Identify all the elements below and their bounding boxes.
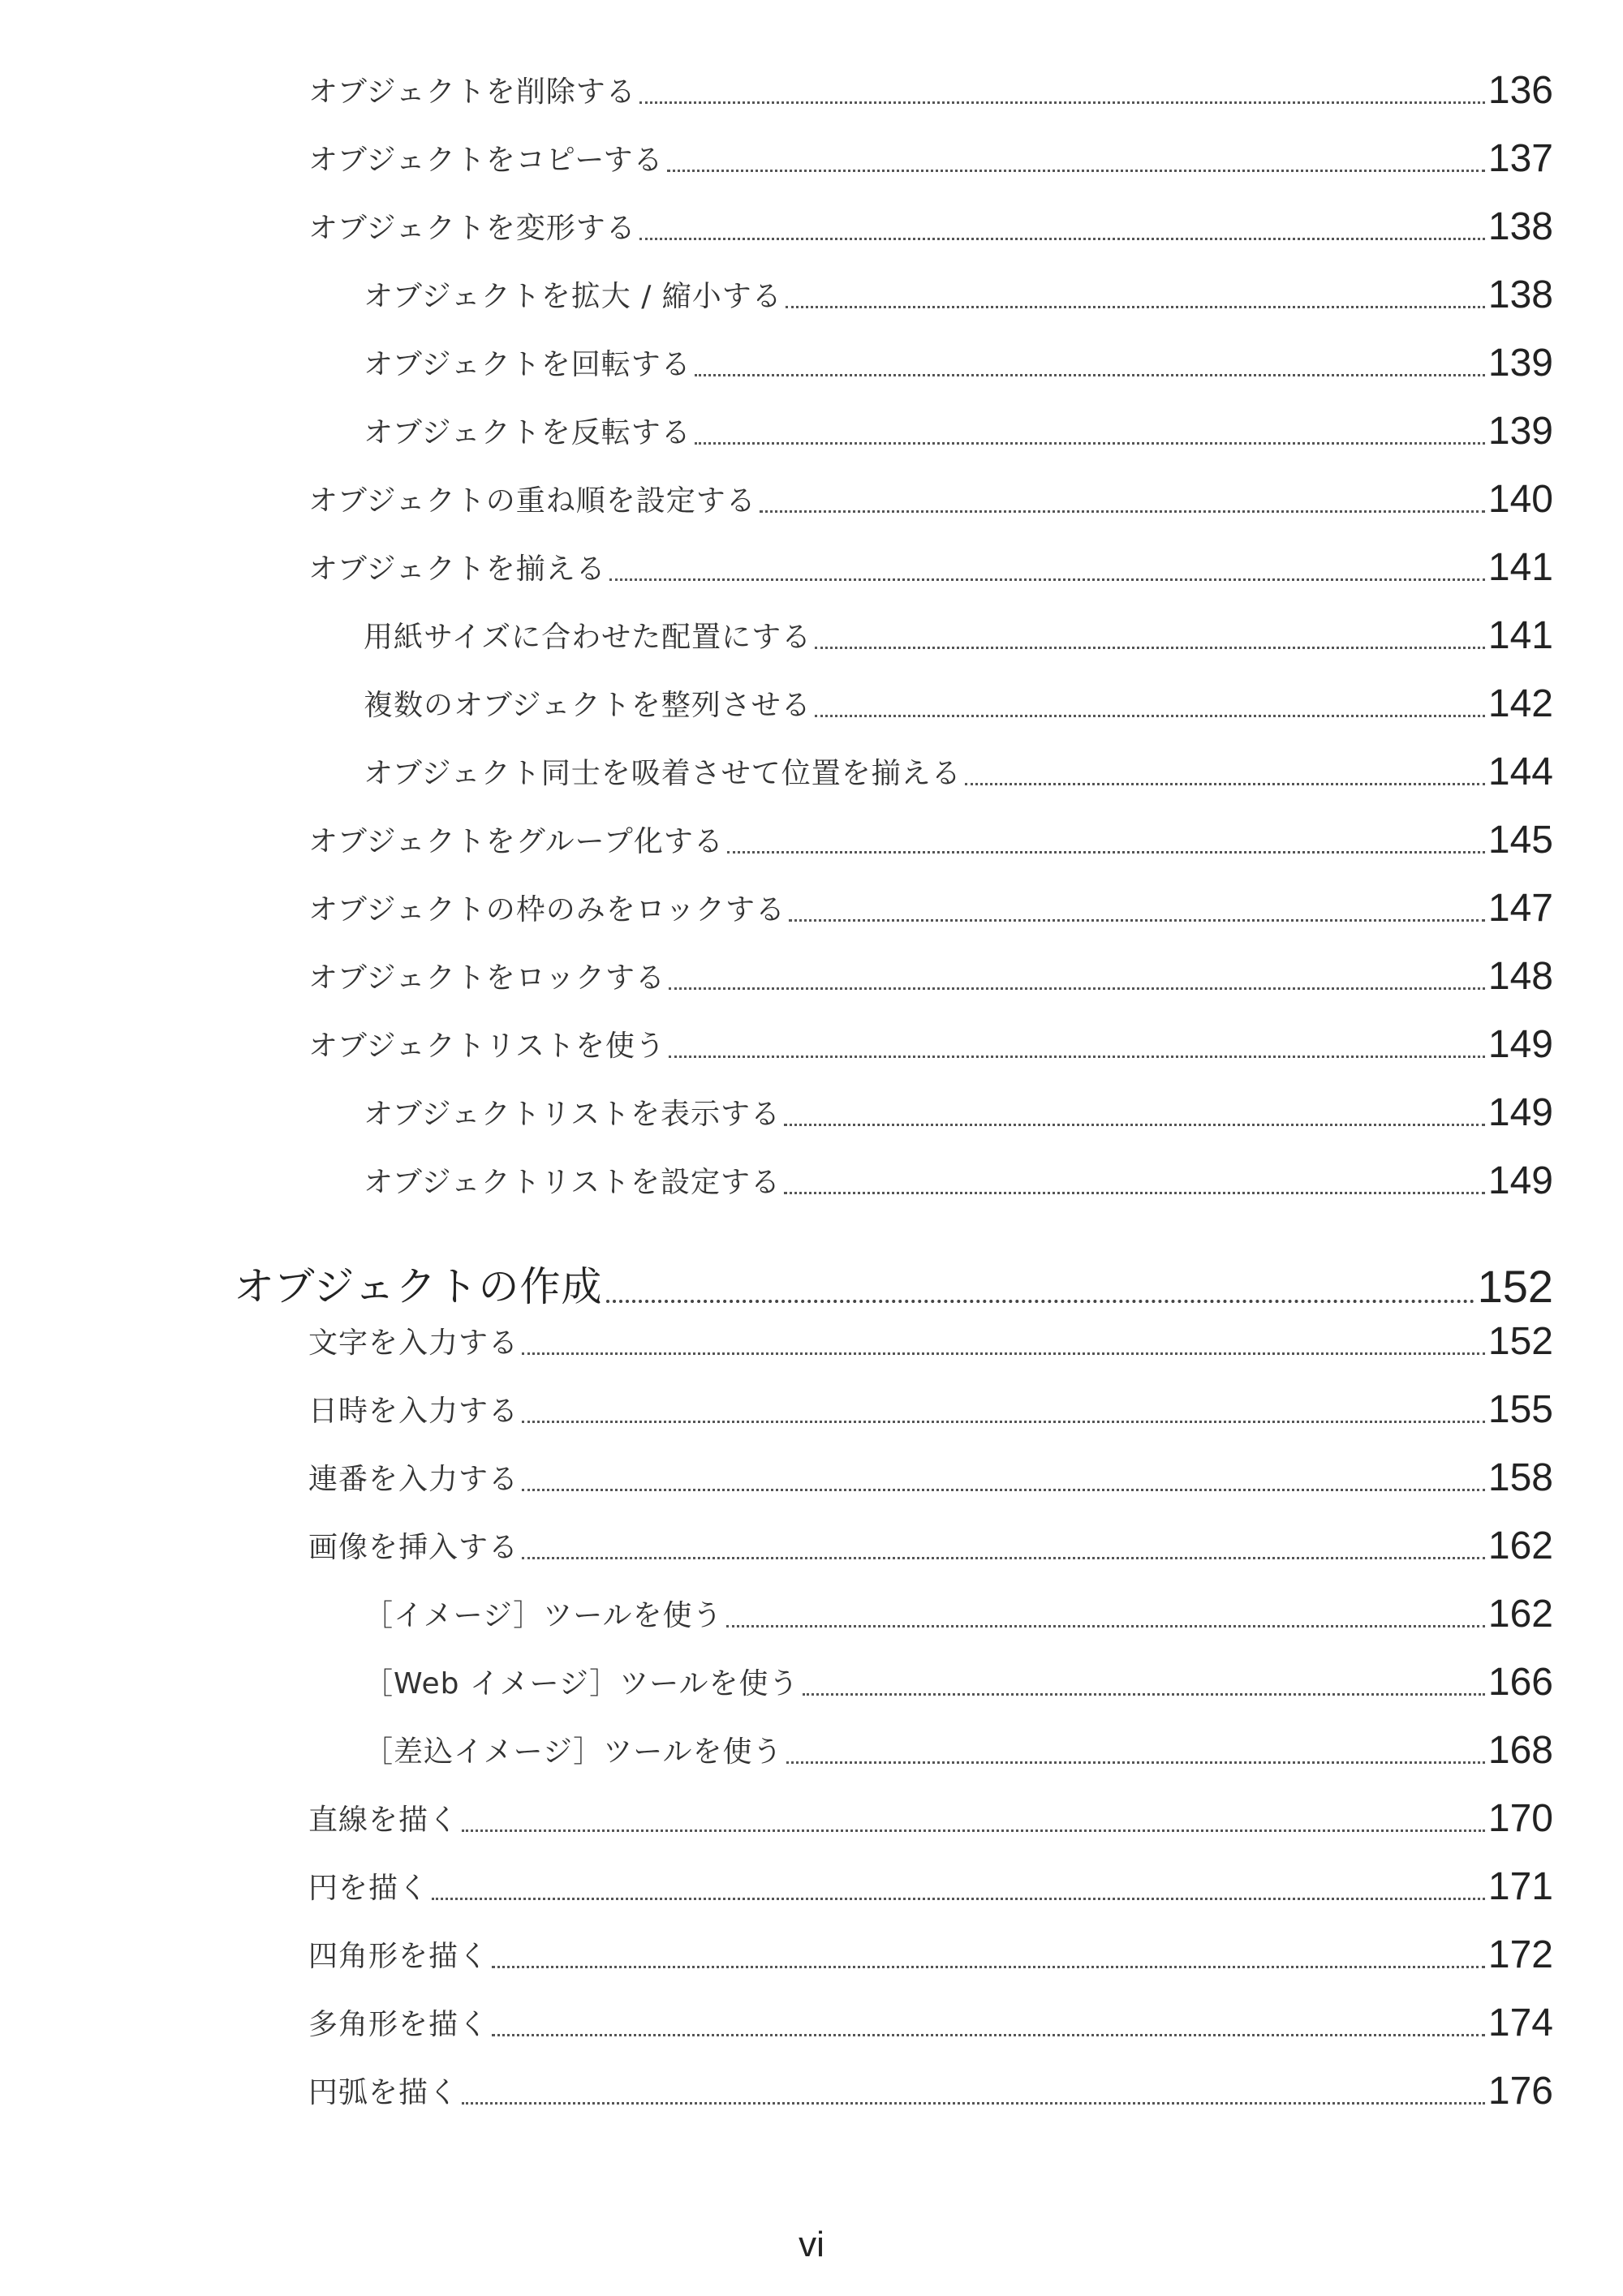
toc-entry-title: オブジェクトを拡大 / 縮小する bbox=[364, 280, 782, 313]
toc-entry-title: オブジェクトの重ね順を設定する bbox=[308, 484, 756, 518]
toc-entry-page-number: 142 bbox=[1487, 682, 1553, 725]
toc-entry[interactable] bbox=[308, 1314, 1553, 1363]
toc-entry-page-number: 162 bbox=[1487, 1524, 1553, 1567]
toc-entry[interactable] bbox=[364, 268, 1553, 316]
toc-entry-page-number: 140 bbox=[1487, 478, 1553, 521]
dot-leader bbox=[815, 715, 1485, 717]
dot-leader bbox=[609, 578, 1485, 581]
toc-entry[interactable] bbox=[308, 881, 1553, 930]
toc-entry[interactable] bbox=[364, 336, 1553, 385]
toc-entry-title: オブジェクトをグループ化する bbox=[308, 825, 724, 858]
toc-entry-title: 直線を描く bbox=[308, 1804, 459, 1837]
toc-entry-title: 連番を入力する bbox=[308, 1463, 519, 1496]
toc-entry[interactable] bbox=[364, 1154, 1553, 1202]
toc-entry-page-number: 149 bbox=[1487, 1159, 1553, 1202]
toc-entry-title: オブジェクトをコピーする bbox=[308, 144, 664, 177]
toc-entry-title: オブジェクトを変形する bbox=[308, 212, 636, 245]
page-number: vi bbox=[799, 2225, 824, 2264]
dot-leader bbox=[789, 919, 1485, 922]
toc-entry-page-number: 152 bbox=[1487, 1320, 1553, 1363]
dot-leader bbox=[522, 1557, 1485, 1559]
toc-entry-page-number: 149 bbox=[1487, 1023, 1553, 1066]
toc-entry-title: オブジェクトの作成 bbox=[234, 1263, 603, 1310]
toc-entry-title: オブジェクトを削除する bbox=[308, 75, 636, 109]
toc-entry[interactable] bbox=[308, 472, 1553, 521]
dot-leader bbox=[695, 442, 1485, 445]
toc-entry[interactable] bbox=[308, 2064, 1553, 2113]
toc-entry-page-number: 158 bbox=[1487, 1456, 1553, 1499]
toc-entry[interactable] bbox=[364, 1655, 1553, 1704]
toc-entry-page-number: 166 bbox=[1487, 1661, 1553, 1704]
dot-leader bbox=[492, 1966, 1485, 1968]
dot-leader bbox=[462, 1829, 1485, 1832]
toc-entry-page-number: 170 bbox=[1487, 1797, 1553, 1840]
dot-leader bbox=[522, 1352, 1485, 1355]
toc-entry-title: オブジェクトリストを設定する bbox=[364, 1166, 781, 1199]
toc-entry[interactable] bbox=[308, 63, 1553, 112]
dot-leader bbox=[727, 851, 1485, 853]
toc-entry[interactable] bbox=[364, 745, 1553, 793]
toc-entry-page-number: 155 bbox=[1487, 1388, 1553, 1431]
toc-entry[interactable] bbox=[308, 1519, 1553, 1567]
toc-entry-page-number: 168 bbox=[1487, 1729, 1553, 1772]
dot-leader bbox=[522, 1421, 1485, 1423]
dot-leader bbox=[784, 1124, 1485, 1126]
dot-leader bbox=[760, 510, 1485, 513]
toc-entry-page-number: 144 bbox=[1487, 750, 1553, 793]
toc-entry-title: 円弧を描く bbox=[308, 2076, 459, 2109]
toc-entry-page-number: 172 bbox=[1487, 1933, 1553, 1976]
dot-leader bbox=[786, 1761, 1485, 1764]
toc-entry-title: オブジェクトをロックする bbox=[308, 961, 666, 995]
toc-entry[interactable] bbox=[364, 1587, 1553, 1636]
toc-entry-page-number: 137 bbox=[1487, 137, 1553, 180]
toc-entry[interactable] bbox=[308, 131, 1553, 180]
toc-entry[interactable] bbox=[308, 1860, 1553, 1908]
toc-entry[interactable] bbox=[308, 1451, 1553, 1499]
toc-entry[interactable] bbox=[308, 540, 1553, 589]
dot-leader bbox=[803, 1693, 1485, 1696]
dot-leader bbox=[965, 783, 1485, 785]
toc-entry-title: 複数のオブジェクトを整列させる bbox=[364, 689, 812, 722]
dot-leader bbox=[492, 2034, 1485, 2036]
toc-entry-title: 文字を入力する bbox=[308, 1326, 519, 1360]
dot-leader bbox=[669, 987, 1485, 990]
toc-entry-page-number: 139 bbox=[1487, 342, 1553, 385]
toc-entry[interactable] bbox=[308, 1928, 1553, 1976]
dot-leader bbox=[432, 1898, 1485, 1900]
toc-entry[interactable] bbox=[308, 1017, 1553, 1066]
dot-leader bbox=[606, 1300, 1474, 1303]
toc-entry[interactable] bbox=[308, 200, 1553, 248]
dot-leader bbox=[726, 1625, 1485, 1627]
toc-entry-page-number: 141 bbox=[1487, 546, 1553, 589]
dot-leader bbox=[695, 374, 1485, 376]
toc-entry[interactable] bbox=[308, 949, 1553, 998]
dot-leader bbox=[462, 2102, 1485, 2105]
toc-entry-page-number: 141 bbox=[1487, 614, 1553, 657]
toc-entry[interactable] bbox=[308, 813, 1553, 862]
dot-leader bbox=[639, 238, 1485, 240]
toc-entry-page-number: 149 bbox=[1487, 1091, 1553, 1134]
toc-entry-title: オブジェクトを反転する bbox=[364, 416, 691, 449]
toc-entry-page-number: 136 bbox=[1487, 69, 1553, 112]
toc-entry-page-number: 148 bbox=[1487, 955, 1553, 998]
toc-entry-page-number: 152 bbox=[1477, 1261, 1553, 1312]
toc-entry-page-number: 162 bbox=[1487, 1593, 1553, 1636]
toc-entry-title: ［差込イメージ］ツールを使う bbox=[364, 1735, 783, 1769]
toc-entry[interactable] bbox=[364, 404, 1553, 453]
toc-entry-page-number: 174 bbox=[1487, 2001, 1553, 2044]
toc-entry-title: オブジェクトリストを表示する bbox=[364, 1098, 781, 1131]
dot-leader bbox=[786, 306, 1485, 308]
toc-chapter-heading[interactable] bbox=[234, 1251, 1553, 1313]
toc-entry-title: 日時を入力する bbox=[308, 1395, 519, 1428]
toc-entry[interactable] bbox=[308, 1791, 1553, 1840]
toc-entry-page-number: 139 bbox=[1487, 410, 1553, 453]
toc-entry-page-number: 147 bbox=[1487, 887, 1553, 930]
toc-entry-page-number: 145 bbox=[1487, 819, 1553, 862]
toc-entry-page-number: 171 bbox=[1487, 1865, 1553, 1908]
toc-entry-title: オブジェクトの枠のみをロックする bbox=[308, 893, 786, 927]
toc-entry-title: 多角形を描く bbox=[308, 2008, 489, 2041]
toc-entry-page-number: 138 bbox=[1487, 205, 1553, 248]
toc-entry-title: 用紙サイズに合わせた配置にする bbox=[364, 621, 812, 654]
toc-entry[interactable] bbox=[364, 1723, 1553, 1772]
toc-entry-title: 画像を挿入する bbox=[308, 1531, 519, 1564]
toc-entry-title: オブジェクトを回転する bbox=[364, 348, 691, 381]
toc-entry-page-number: 176 bbox=[1487, 2070, 1553, 2113]
dot-leader bbox=[815, 647, 1485, 649]
dot-leader bbox=[669, 1056, 1485, 1058]
toc-entry[interactable] bbox=[308, 1996, 1553, 2044]
toc-entry-title: オブジェクト同士を吸着させて位置を揃える bbox=[364, 757, 962, 790]
toc-entry-title: ［イメージ］ツールを使う bbox=[364, 1599, 723, 1632]
dot-leader bbox=[784, 1192, 1485, 1194]
toc-entry-title: 四角形を描く bbox=[308, 1940, 489, 1973]
toc-entry[interactable] bbox=[364, 608, 1553, 657]
toc-entry-title: オブジェクトリストを使う bbox=[308, 1030, 666, 1063]
toc-entry-title: オブジェクトを揃える bbox=[308, 553, 606, 586]
dot-leader bbox=[667, 170, 1485, 172]
toc-entry[interactable] bbox=[364, 1086, 1553, 1134]
toc-entry-title: 円を描く bbox=[308, 1872, 429, 1905]
toc-entry-page-number: 138 bbox=[1487, 273, 1553, 316]
toc-entry[interactable] bbox=[364, 677, 1553, 725]
toc-entry-title: ［Web イメージ］ツールを使う bbox=[364, 1667, 799, 1701]
toc-entry[interactable] bbox=[308, 1382, 1553, 1431]
dot-leader bbox=[639, 101, 1485, 104]
dot-leader bbox=[522, 1489, 1485, 1491]
